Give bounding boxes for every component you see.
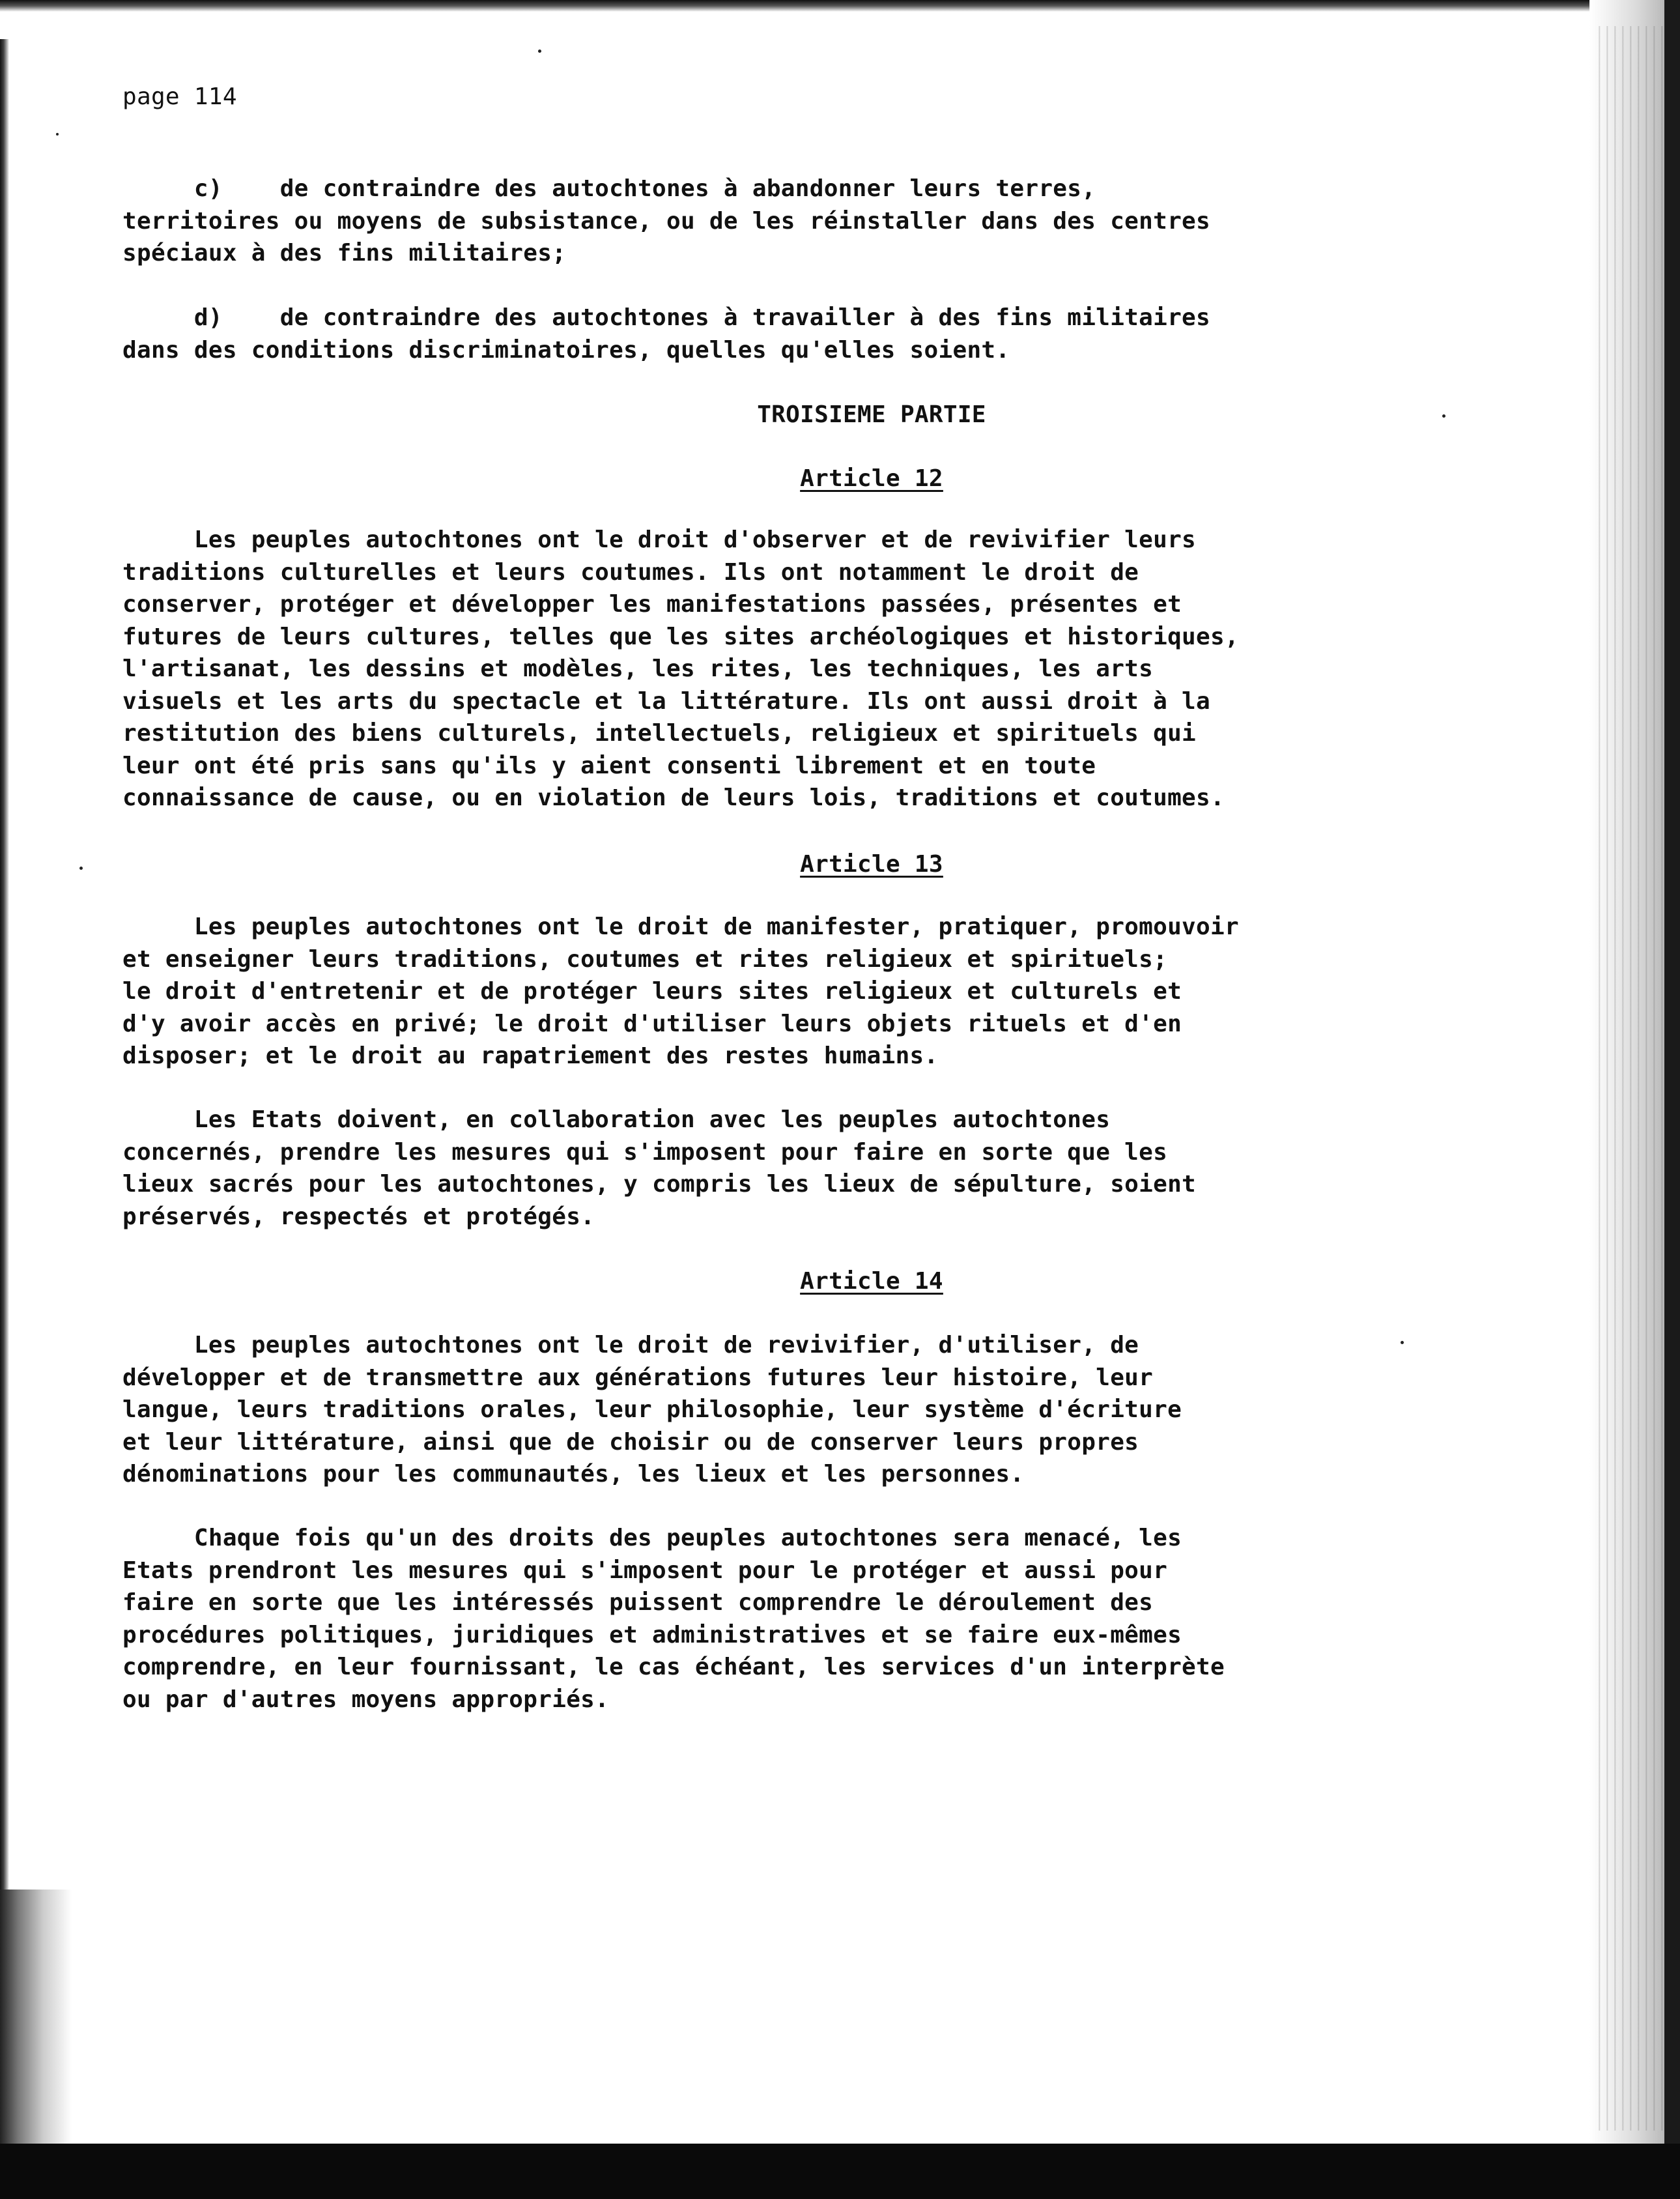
article-14-paragraph-1-line: langue, leurs traditions orales, leur philosophie, leur système d'écriture — [122, 1396, 1182, 1423]
scan-edge-left — [0, 39, 9, 2137]
article-12-paragraph-line: futures de leurs cultures, telles que les sites archéologiques et historiques, — [122, 623, 1239, 650]
article-13-title: Article 13 — [800, 851, 943, 878]
article-14-paragraph-2-line: procédures politiques, juridiques et administratives et se faire eux-mêmes — [122, 1621, 1182, 1648]
part-title: TROISIEME PARTIE — [757, 401, 986, 428]
article-13-paragraph-2-line: concernés, prendre les mesures qui s'imposent pour faire en sorte que les — [122, 1138, 1168, 1166]
article-13-paragraph-1-line: Les peuples autochtones ont le droit de manifester, pratiquer, promouvoir — [122, 913, 1239, 940]
item-c-line: c) de contraindre des autochtones à abandonner leurs terres, — [122, 175, 1096, 202]
article-13-paragraph-1-line: et enseigner leurs traditions, coutumes et rites religieux et spirituels; — [122, 945, 1168, 973]
article-13-paragraph-2-line: Les Etats doivent, en collaboration avec les peuples autochtones — [122, 1106, 1111, 1133]
article-12-paragraph-line: traditions culturelles et leurs coutumes. Ils ont notamment le droit de — [122, 558, 1139, 586]
article-13-paragraph-1 — [122, 911, 1239, 1072]
article-14-paragraph-2-line: faire en sorte que les intéressés puissent comprendre le déroulement des — [122, 1589, 1154, 1616]
article-12-paragraph — [122, 524, 1239, 814]
article-14-title: Article 14 — [800, 1268, 943, 1295]
scan-shadow-bottom-left — [0, 1890, 72, 2144]
article-14-paragraph-2-line: comprendre, en leur fournissant, le cas échéant, les services d'un interprète — [122, 1654, 1225, 1680]
article-12-paragraph-line: Les peuples autochtones ont le droit d'observer et de revivifier leurs — [122, 526, 1197, 553]
article-12-paragraph-line: conserver, protéger et développer les manifestations passées, présentes et — [122, 591, 1182, 618]
article-14-paragraph-1-line: et leur littérature, ainsi que de choisir ou de conserver leurs propres — [122, 1428, 1139, 1456]
article-12-paragraph-line: leur ont été pris sans qu'ils y aient consenti librement et en toute — [122, 752, 1096, 779]
article-14-paragraph-2-line: Etats prendront les mesures qui s'imposent pour le protéger et aussi pour — [122, 1557, 1168, 1584]
article-14-paragraph-1-line: dénominations pour les communautés, les lieux et les personnes. — [122, 1461, 1025, 1488]
article-14-paragraph-2-line: Chaque fois qu'un des droits des peuples autochtones sera menacé, les — [122, 1525, 1182, 1551]
article-13-paragraph-2 — [122, 1104, 1196, 1233]
article-13-paragraph-2-line: préservés, respectés et protégés. — [122, 1203, 595, 1230]
article-12-paragraph-line: restitution des biens culturels, intellectuels, religieux et spirituels qui — [122, 720, 1197, 747]
article-12-title: Article 12 — [800, 465, 943, 492]
article-13-paragraph-1-line: le droit d'entretenir et de protéger leurs sites religieux et culturels et — [122, 978, 1182, 1005]
item-c-line: territoires ou moyens de subsistance, ou de les réinstaller dans des centres — [122, 207, 1211, 235]
article-12-paragraph-line: connaissance de cause, ou en violation de leurs lois, traditions et coutumes. — [122, 784, 1225, 811]
scan-page-stack-lines — [1593, 26, 1671, 2131]
item-c-line: spéciaux à des fins militaires; — [122, 240, 567, 266]
article-14-paragraph-2 — [122, 1522, 1225, 1716]
article-14-paragraph-1-line: développer et de transmettre aux générations futures leur histoire, leur — [122, 1364, 1154, 1391]
scan-speck — [56, 133, 59, 136]
article-13-paragraph-1-line: disposer; et le droit au rapatriement des restes humains. — [122, 1042, 939, 1069]
list-item-c — [122, 173, 1210, 270]
item-d-line: d) de contraindre des autochtones à travailler à des fins militaires — [122, 304, 1211, 331]
document-text — [122, 0, 1582, 1713]
article-13-paragraph-1-line: d'y avoir accès en privé; le droit d'utiliser leurs objets rituels et d'en — [122, 1010, 1182, 1037]
article-14-paragraph-1 — [122, 1329, 1182, 1491]
page-number: page 114 — [122, 83, 237, 110]
scan-edge-bottom — [0, 2144, 1680, 2199]
article-14-paragraph-1-line: Les peuples autochtones ont le droit de revivifier, d'utiliser, de — [122, 1332, 1139, 1358]
scan-speck — [1401, 1341, 1404, 1344]
scan-speck — [79, 867, 83, 870]
article-14-paragraph-2-line: ou par d'autres moyens appropriés. — [122, 1686, 610, 1713]
article-12-paragraph-line: visuels et les arts du spectacle et la littérature. Ils ont aussi droit à la — [122, 687, 1211, 715]
item-d-line: dans des conditions discriminatoires, quelles qu'elles soient. — [122, 336, 1010, 364]
article-13-paragraph-2-line: lieux sacrés pour les autochtones, y compris les lieux de sépulture, soient — [122, 1171, 1197, 1198]
list-item-d — [122, 302, 1210, 366]
scan-edge-right-dark — [1664, 0, 1680, 2150]
article-12-paragraph-line: l'artisanat, les dessins et modèles, les rites, les techniques, les arts — [122, 655, 1154, 682]
